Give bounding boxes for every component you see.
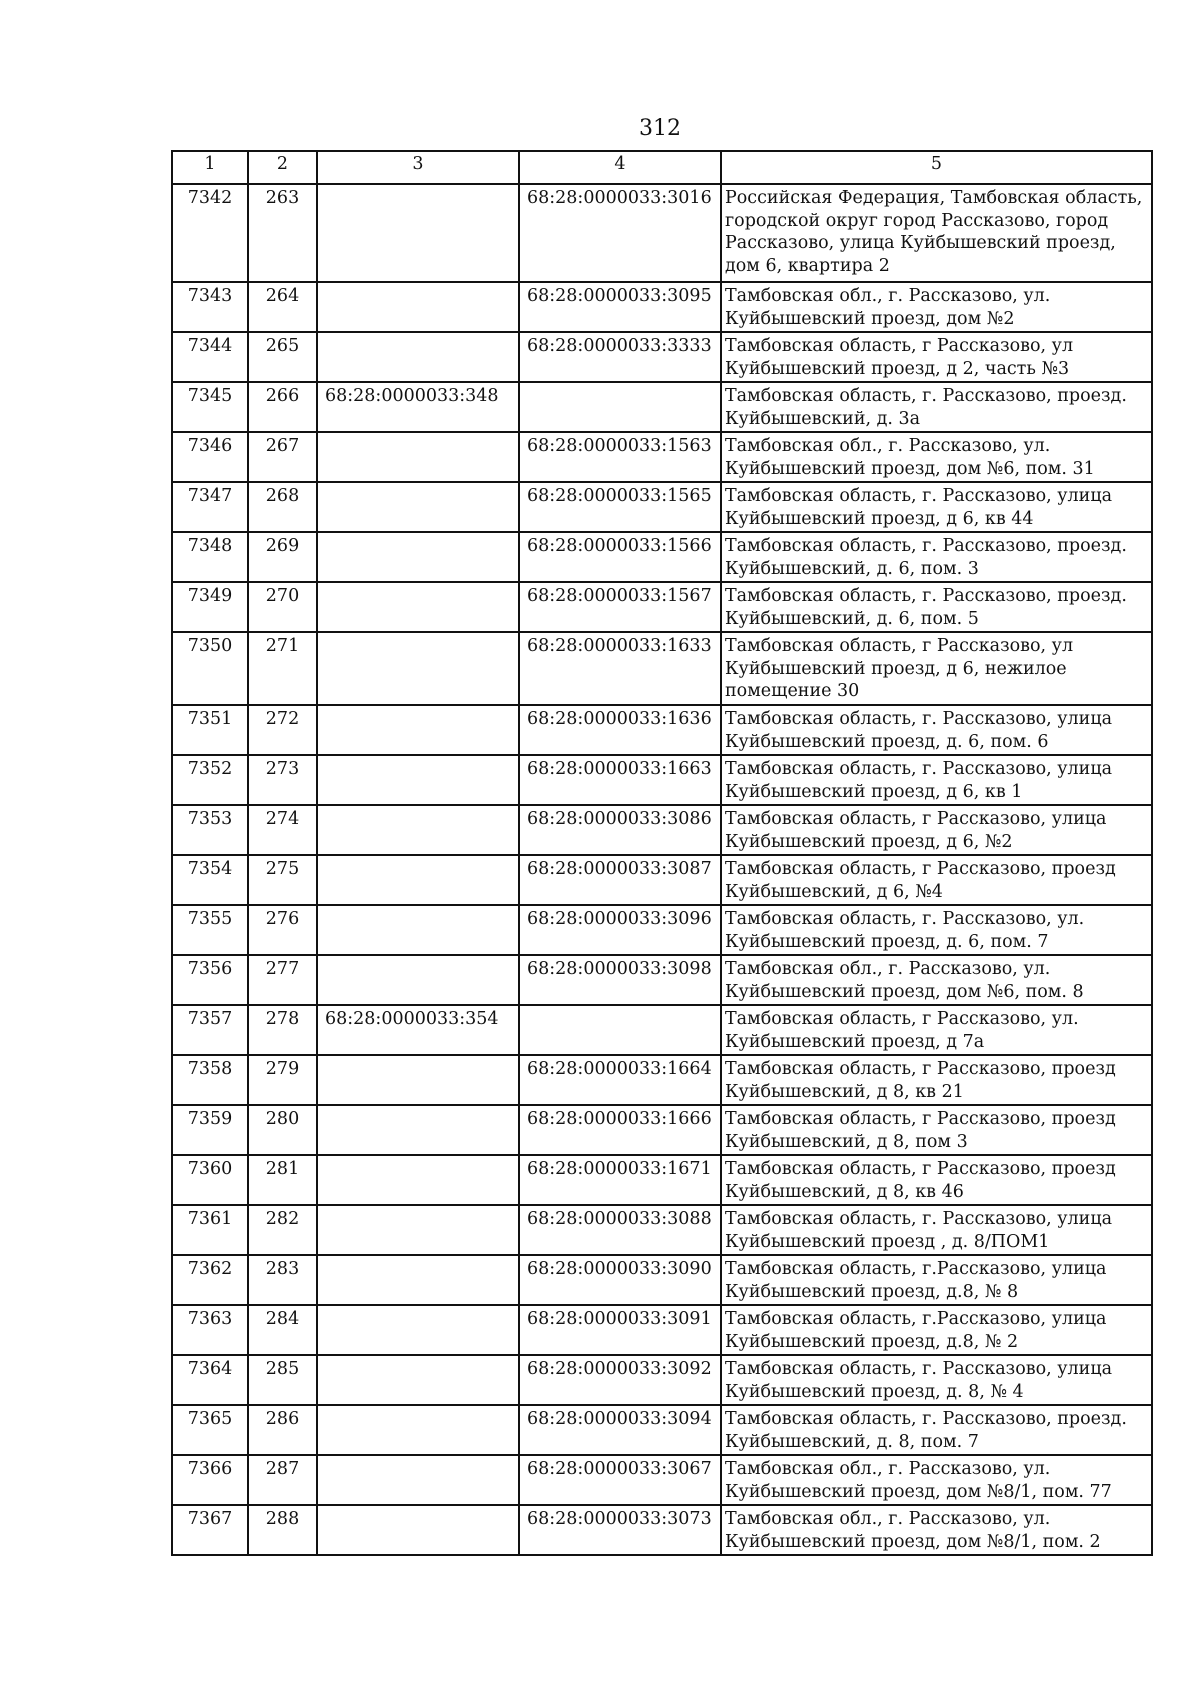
record-number: 7363	[172, 1305, 248, 1355]
address: Тамбовская область, г Рассказово, проезд Куйбышевский, д 6, №4	[721, 855, 1152, 905]
table-header-row	[172, 151, 1152, 184]
item-number: 282	[248, 1205, 317, 1255]
item-number: 274	[248, 805, 317, 855]
record-number: 7356	[172, 955, 248, 1005]
address: Тамбовская обл., г. Рассказово, ул. Куйбышевский проезд, дом №2	[721, 282, 1152, 332]
address: Тамбовская область, г. Рассказово, улица Куйбышевский проезд, д 6, кв 1	[721, 755, 1152, 805]
record-number: 7344	[172, 332, 248, 382]
address: Тамбовская область, г. Рассказово, проезд. Куйбышевский, д. 8, пом. 7	[721, 1405, 1152, 1455]
address: Тамбовская область, г. Рассказово, проезд. Куйбышевский, д. 6, пом. 3	[721, 532, 1152, 582]
cadastral-number-col3	[317, 482, 519, 532]
cadastral-number-col3	[317, 1305, 519, 1355]
table-row	[172, 705, 1152, 755]
item-number: 272	[248, 705, 317, 755]
item-number: 268	[248, 482, 317, 532]
record-number: 7353	[172, 805, 248, 855]
item-number: 271	[248, 632, 317, 705]
record-number: 7347	[172, 482, 248, 532]
cadastral-number-col4	[519, 1005, 721, 1055]
address: Тамбовская обл., г. Рассказово, ул. Куйбышевский проезд, дом №8/1, пом. 77	[721, 1455, 1152, 1505]
page-number: 312	[639, 116, 681, 141]
record-number: 7357	[172, 1005, 248, 1055]
cadastral-number-col4: 68:28:0000033:3094	[519, 1405, 721, 1455]
item-number: 269	[248, 532, 317, 582]
column-header: 1	[172, 151, 248, 184]
item-number: 264	[248, 282, 317, 332]
table-row	[172, 282, 1152, 332]
cadastral-number-col4: 68:28:0000033:1666	[519, 1105, 721, 1155]
record-number: 7351	[172, 705, 248, 755]
cadastral-number-col4: 68:28:0000033:1566	[519, 532, 721, 582]
cadastral-number-col3	[317, 705, 519, 755]
cadastral-number-col4	[519, 382, 721, 432]
cadastral-number-col3	[317, 632, 519, 705]
cadastral-number-col3	[317, 184, 519, 282]
item-number: 266	[248, 382, 317, 432]
cadastral-number-col3	[317, 1105, 519, 1155]
item-number: 280	[248, 1105, 317, 1155]
address: Тамбовская область, г Рассказово, проезд Куйбышевский, д 8, кв 46	[721, 1155, 1152, 1205]
cadastral-number-col3	[317, 1405, 519, 1455]
address: Тамбовская область, г. Рассказово, улица Куйбышевский проезд, д. 8, № 4	[721, 1355, 1152, 1405]
table-row	[172, 1155, 1152, 1205]
address: Тамбовская область, г.Рассказово, улица Куйбышевский проезд, д.8, № 2	[721, 1305, 1152, 1355]
cadastral-number-col3	[317, 1505, 519, 1555]
cadastral-number-col3: 68:28:0000033:348	[317, 382, 519, 432]
item-number: 265	[248, 332, 317, 382]
table-row	[172, 532, 1152, 582]
cadastral-number-col3	[317, 1055, 519, 1105]
table-row	[172, 382, 1152, 432]
table-row	[172, 1405, 1152, 1455]
address: Тамбовская обл., г. Рассказово, ул. Куйбышевский проезд, дом №6, пом. 8	[721, 955, 1152, 1005]
cadastral-number-col4: 68:28:0000033:3073	[519, 1505, 721, 1555]
item-number: 267	[248, 432, 317, 482]
record-number: 7354	[172, 855, 248, 905]
record-number: 7364	[172, 1355, 248, 1405]
cadastral-number-col4: 68:28:0000033:3086	[519, 805, 721, 855]
item-number: 278	[248, 1005, 317, 1055]
cadastral-number-col3	[317, 1355, 519, 1405]
cadastral-number-col3	[317, 332, 519, 382]
address: Тамбовская область, г. Рассказово, ул. Куйбышевский проезд, д. 6, пом. 7	[721, 905, 1152, 955]
table-row	[172, 1105, 1152, 1155]
column-header: 3	[317, 151, 519, 184]
address: Тамбовская область, г Рассказово, улица Куйбышевский проезд, д 6, №2	[721, 805, 1152, 855]
cadastral-number-col4: 68:28:0000033:3016	[519, 184, 721, 282]
record-number: 7342	[172, 184, 248, 282]
cadastral-number-col3: 68:28:0000033:354	[317, 1005, 519, 1055]
table-row	[172, 805, 1152, 855]
cadastral-number-col3	[317, 855, 519, 905]
cadastral-number-col4: 68:28:0000033:3090	[519, 1255, 721, 1305]
record-number: 7349	[172, 582, 248, 632]
address: Тамбовская область, г Рассказово, ул Куйбышевский проезд, д 2, часть №3	[721, 332, 1152, 382]
record-number: 7345	[172, 382, 248, 432]
table-row	[172, 1305, 1152, 1355]
cadastral-number-col4: 68:28:0000033:3095	[519, 282, 721, 332]
item-number: 276	[248, 905, 317, 955]
address: Тамбовская область, г Рассказово, проезд Куйбышевский, д 8, кв 21	[721, 1055, 1152, 1105]
address: Тамбовская область, г. Рассказово, проезд. Куйбышевский, д. 3а	[721, 382, 1152, 432]
item-number: 283	[248, 1255, 317, 1305]
table-row	[172, 855, 1152, 905]
item-number: 277	[248, 955, 317, 1005]
address: Тамбовская обл., г. Рассказово, ул. Куйбышевский проезд, дом №8/1, пом. 2	[721, 1505, 1152, 1555]
address: Тамбовская область, г.Рассказово, улица Куйбышевский проезд, д.8, № 8	[721, 1255, 1152, 1305]
record-number: 7352	[172, 755, 248, 805]
address: Тамбовская область, г. Рассказово, улица Куйбышевский проезд, д 6, кв 44	[721, 482, 1152, 532]
item-number: 284	[248, 1305, 317, 1355]
item-number: 270	[248, 582, 317, 632]
table-row	[172, 632, 1152, 705]
cadastral-number-col3	[317, 755, 519, 805]
cadastral-number-col3	[317, 282, 519, 332]
address: Тамбовская область, г. Рассказово, улица Куйбышевский проезд , д. 8/ПОМ1	[721, 1205, 1152, 1255]
record-number: 7361	[172, 1205, 248, 1255]
cadastral-number-col4: 68:28:0000033:1636	[519, 705, 721, 755]
table-row	[172, 432, 1152, 482]
cadastral-number-col4: 68:28:0000033:3067	[519, 1455, 721, 1505]
cadastral-number-col4: 68:28:0000033:3096	[519, 905, 721, 955]
table-row	[172, 332, 1152, 382]
cadastral-number-col4: 68:28:0000033:3098	[519, 955, 721, 1005]
cadastral-number-col4: 68:28:0000033:3333	[519, 332, 721, 382]
cadastral-number-col4: 68:28:0000033:3092	[519, 1355, 721, 1405]
item-number: 275	[248, 855, 317, 905]
cadastral-number-col4: 68:28:0000033:1633	[519, 632, 721, 705]
cadastral-number-col4: 68:28:0000033:3091	[519, 1305, 721, 1355]
address: Тамбовская область, г Рассказово, ул. Куйбышевский проезд, д 7а	[721, 1005, 1152, 1055]
cadastral-number-col3	[317, 432, 519, 482]
table-row	[172, 1005, 1152, 1055]
cadastral-number-col3	[317, 1155, 519, 1205]
item-number: 288	[248, 1505, 317, 1555]
cadastral-number-col3	[317, 582, 519, 632]
records-table	[171, 150, 1153, 1556]
column-header: 4	[519, 151, 721, 184]
table-row	[172, 1455, 1152, 1505]
table-row	[172, 582, 1152, 632]
table-row	[172, 955, 1152, 1005]
address: Российская Федерация, Тамбовская область, городской округ город Рассказово, город Рассказово, улица Куйбышевский проезд, дом 6, квартира 2	[721, 184, 1152, 282]
column-header: 5	[721, 151, 1152, 184]
record-number: 7366	[172, 1455, 248, 1505]
table-row	[172, 1055, 1152, 1105]
record-number: 7359	[172, 1105, 248, 1155]
item-number: 286	[248, 1405, 317, 1455]
table-row	[172, 755, 1152, 805]
cadastral-number-col3	[317, 805, 519, 855]
record-number: 7362	[172, 1255, 248, 1305]
column-header: 2	[248, 151, 317, 184]
table-row	[172, 482, 1152, 532]
cadastral-number-col4: 68:28:0000033:1563	[519, 432, 721, 482]
cadastral-number-col4: 68:28:0000033:1565	[519, 482, 721, 532]
cadastral-number-col4: 68:28:0000033:3088	[519, 1205, 721, 1255]
cadastral-number-col4: 68:28:0000033:1663	[519, 755, 721, 805]
cadastral-number-col4: 68:28:0000033:1664	[519, 1055, 721, 1105]
cadastral-number-col3	[317, 532, 519, 582]
record-number: 7360	[172, 1155, 248, 1205]
table-row	[172, 184, 1152, 282]
item-number: 279	[248, 1055, 317, 1105]
cadastral-number-col4: 68:28:0000033:1567	[519, 582, 721, 632]
address: Тамбовская обл., г. Рассказово, ул. Куйбышевский проезд, дом №6, пом. 31	[721, 432, 1152, 482]
record-number: 7350	[172, 632, 248, 705]
record-number: 7365	[172, 1405, 248, 1455]
cadastral-number-col3	[317, 1455, 519, 1505]
address: Тамбовская область, г. Рассказово, проезд. Куйбышевский, д. 6, пом. 5	[721, 582, 1152, 632]
record-number: 7367	[172, 1505, 248, 1555]
cadastral-number-col4: 68:28:0000033:3087	[519, 855, 721, 905]
table-row	[172, 905, 1152, 955]
table-row	[172, 1255, 1152, 1305]
cadastral-number-col3	[317, 1255, 519, 1305]
item-number: 287	[248, 1455, 317, 1505]
table-row	[172, 1205, 1152, 1255]
record-number: 7346	[172, 432, 248, 482]
record-number: 7355	[172, 905, 248, 955]
cadastral-number-col3	[317, 905, 519, 955]
cadastral-number-col4: 68:28:0000033:1671	[519, 1155, 721, 1205]
record-number: 7358	[172, 1055, 248, 1105]
item-number: 285	[248, 1355, 317, 1405]
cadastral-number-col3	[317, 1205, 519, 1255]
item-number: 281	[248, 1155, 317, 1205]
address: Тамбовская область, г. Рассказово, улица Куйбышевский проезд, д. 6, пом. 6	[721, 705, 1152, 755]
cadastral-number-col3	[317, 955, 519, 1005]
item-number: 263	[248, 184, 317, 282]
record-number: 7343	[172, 282, 248, 332]
table-row	[172, 1355, 1152, 1405]
item-number: 273	[248, 755, 317, 805]
table-row	[172, 1505, 1152, 1555]
address: Тамбовская область, г Рассказово, проезд Куйбышевский, д 8, пом 3	[721, 1105, 1152, 1155]
address: Тамбовская область, г Рассказово, ул Куйбышевский проезд, д 6, нежилое помещение 30	[721, 632, 1152, 705]
record-number: 7348	[172, 532, 248, 582]
